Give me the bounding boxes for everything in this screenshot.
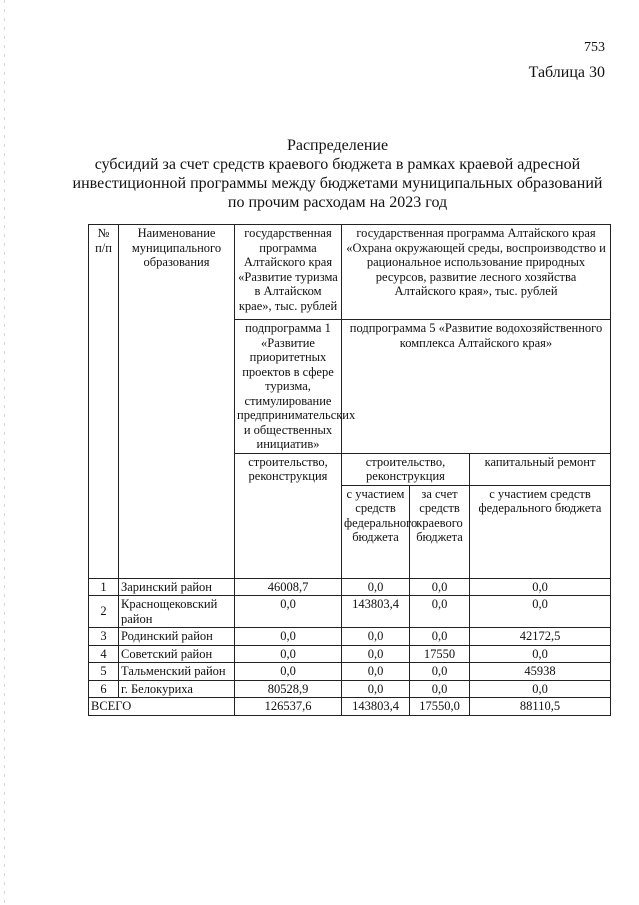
row-env-regional-value: 0,0 [410,663,470,681]
page-number: 753 [584,40,605,55]
header-construction-tourism: строительство, реконструкция [235,453,342,578]
row-repair-value: 0,0 [470,645,611,663]
header-with-federal: с участием средств федерального бюджета [342,485,410,578]
header-construction-environment: строительство, реконструкция [342,453,470,485]
heading-line-3: инвестиционной программы между бюджетами муниципальных образований [72,175,603,192]
row-tourism-value: 46008,7 [235,578,342,596]
row-tourism-value: 0,0 [235,628,342,646]
table-row [89,578,611,596]
row-municipality: Краснощековский район [119,596,235,628]
row-env-federal-value: 0,0 [342,578,410,596]
row-repair-value: 0,0 [470,680,611,698]
row-tourism-value: 0,0 [235,645,342,663]
header-regional-only: за счет средств краевого бюджета [410,485,470,578]
scan-edge-artifact [4,0,5,905]
header-row-1 [89,225,611,320]
row-env-regional-value: 0,0 [410,628,470,646]
header-repair-with-federal: с участием средств федерального бюджета [470,485,611,578]
table-row [89,663,611,681]
row-municipality: Советский район [119,645,235,663]
total-label: ВСЕГО [89,698,235,716]
row-env-federal-value: 143803,4 [342,596,410,628]
row-tourism-value: 80528,9 [235,680,342,698]
header-program-environment: государственная программа Алтайского края «Охрана окружающей среды, воспроизводство и рациональное использование природных ресурсов, развитие лесного хозяйства Алтайского края», тыс. рублей [342,225,611,320]
row-env-regional-value: 0,0 [410,680,470,698]
header-municipality: Наименование муниципального образования [119,225,235,579]
header-capital-repair: капитальный ремонт [470,453,611,485]
heading-line-2: субсидий за счет средств краевого бюджета в рамках краевой адресной [94,156,581,173]
row-env-federal-value: 0,0 [342,645,410,663]
row-municipality: Тальменский район [119,663,235,681]
total-env-federal-value: 143803,4 [342,698,410,716]
row-municipality: Заринский район [119,578,235,596]
heading-line-1: Распределение [286,137,389,154]
heading-line-4: по прочим расходам на 2023 год [227,194,448,211]
row-repair-value: 45938 [470,663,611,681]
total-env-regional-value: 17550,0 [410,698,470,716]
total-repair-value: 88110,5 [470,698,611,716]
row-municipality: Родинский район [119,628,235,646]
subsidy-distribution-table [88,224,611,716]
row-num: 1 [89,578,119,596]
row-env-regional-value: 0,0 [410,578,470,596]
header-num: № п/п [89,225,119,579]
header-program-tourism: государственная программа Алтайского края «Развитие туризма в Алтайском крае», тыс. рублей [235,225,342,320]
table-row [89,645,611,663]
row-num: 4 [89,645,119,663]
row-env-federal-value: 0,0 [342,628,410,646]
total-tourism-value: 126537,6 [235,698,342,716]
row-num: 5 [89,663,119,681]
row-repair-value: 42172,5 [470,628,611,646]
row-env-federal-value: 0,0 [342,663,410,681]
document-heading [60,136,615,212]
row-municipality: г. Белокуриха [119,680,235,698]
row-num: 3 [89,628,119,646]
table-label: Таблица 30 [528,64,605,81]
row-repair-value: 0,0 [470,596,611,628]
row-env-regional-value: 17550 [410,645,470,663]
header-subprogram-5: подпрограмма 5 «Развитие водохозяйственного комплекса Алтайского края» [342,320,611,454]
row-num: 6 [89,680,119,698]
header-subprogram-1: подпрограмма 1 «Развитие приоритетных проектов в сфере туризма, стимулирование предпринимательских и общественных инициатив» [235,320,342,454]
table-row [89,628,611,646]
table-row [89,680,611,698]
row-num: 2 [89,596,119,628]
table-row [89,596,611,628]
row-repair-value: 0,0 [470,578,611,596]
row-env-federal-value: 0,0 [342,680,410,698]
row-tourism-value: 0,0 [235,596,342,628]
row-tourism-value: 0,0 [235,663,342,681]
row-env-regional-value: 0,0 [410,596,470,628]
total-row [89,698,611,716]
